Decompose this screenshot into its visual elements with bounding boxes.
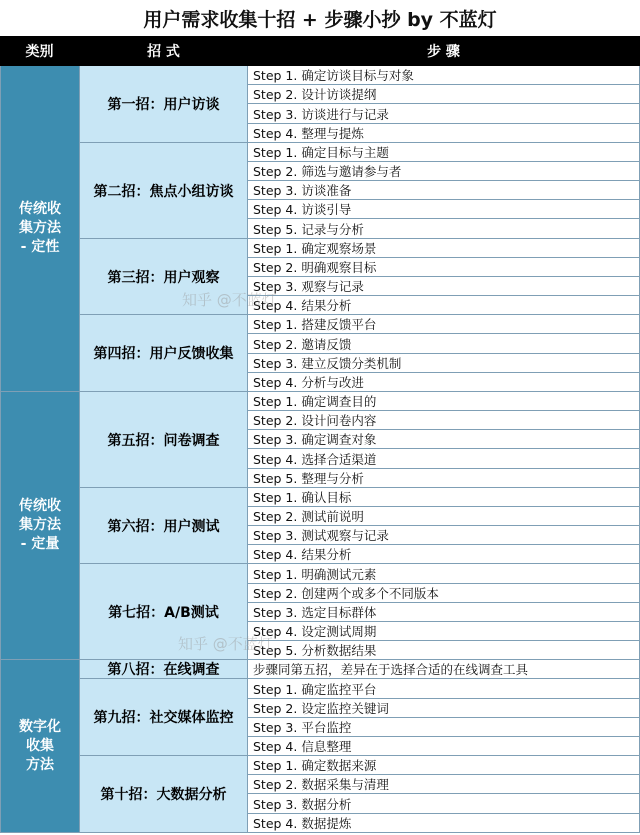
- step-cell: Step 3. 数据分析: [248, 794, 640, 814]
- watermark: 知乎 @不蓝灯: [182, 291, 277, 309]
- step-cell: Step 3. 建立反馈分类机制: [248, 354, 640, 373]
- step-cell: Step 5. 记录与分析: [248, 219, 640, 239]
- move-name: 第九招：社交媒体监控: [80, 679, 248, 756]
- step-cell: Step 1. 确定监控平台: [248, 679, 640, 699]
- move-name: 第一招：用户访谈: [80, 66, 248, 143]
- category-label: 数字化 收集 方法: [0, 660, 80, 833]
- step-cell: Step 2. 创建两个或多个不同版本: [248, 584, 640, 603]
- header-steps: 步 骤: [248, 36, 640, 66]
- move-name: 第四招：用户反馈收集: [80, 315, 248, 392]
- step-cell: Step 2. 设定监控关键词: [248, 699, 640, 718]
- move-name: 第五招：问卷调查: [80, 392, 248, 488]
- step-cell: Step 1. 确认目标: [248, 488, 640, 507]
- step-cell: Step 1. 明确测试元素: [248, 564, 640, 584]
- step-cell: Step 3. 选定目标群体: [248, 603, 640, 622]
- step-cell: Step 5. 整理与分析: [248, 469, 640, 488]
- step-cell: Step 4. 设定测试周期: [248, 622, 640, 641]
- step-cell: Step 1. 确定目标与主题: [248, 143, 640, 162]
- step-cell: Step 3. 测试观察与记录: [248, 526, 640, 545]
- step-cell: Step 1. 确定调查目的: [248, 392, 640, 411]
- step-cell: Step 4. 访谈引导: [248, 200, 640, 219]
- step-cell: Step 2. 数据采集与清理: [248, 775, 640, 794]
- step-cell: Step 1. 搭建反馈平台: [248, 315, 640, 334]
- step-cell: Step 2. 设计问卷内容: [248, 411, 640, 430]
- step-cell: Step 3. 访谈准备: [248, 181, 640, 200]
- step-cell: Step 2. 筛选与邀请参与者: [248, 162, 640, 181]
- step-cell: Step 5. 分析数据结果: [248, 641, 640, 660]
- step-cell: Step 1. 确定访谈目标与对象: [248, 66, 640, 85]
- step-cell: Step 1. 确定数据来源: [248, 756, 640, 775]
- step-cell: Step 2. 测试前说明: [248, 507, 640, 526]
- step-cell: Step 3. 访谈进行与记录: [248, 104, 640, 124]
- watermark: 知乎 @不蓝灯: [178, 635, 273, 653]
- header-move: 招 式: [80, 36, 248, 66]
- step-cell: Step 2. 邀请反馈: [248, 334, 640, 354]
- step-cell: Step 2. 设计访谈提纲: [248, 85, 640, 104]
- move-name: 第三招：用户观察: [80, 239, 248, 315]
- move-name: 第七招：A/B测试: [80, 564, 248, 660]
- move-name: 第十招：大数据分析: [80, 756, 248, 833]
- step-cell: Step 4. 选择合适渠道: [248, 449, 640, 469]
- step-cell: Step 3. 确定调查对象: [248, 430, 640, 449]
- step-cell: Step 4. 分析与改进: [248, 373, 640, 392]
- step-cell: Step 2. 明确观察目标: [248, 258, 640, 277]
- step-cell: Step 4. 整理与提炼: [248, 124, 640, 143]
- move-name: 第二招：焦点小组访谈: [80, 143, 248, 239]
- move-name: 第八招：在线调查: [80, 660, 248, 679]
- step-cell: Step 4. 信息整理: [248, 737, 640, 756]
- page-title: 用户需求收集十招 + 步骤小抄 by 不蓝灯: [0, 0, 640, 36]
- step-cell: Step 1. 确定观察场景: [248, 239, 640, 258]
- step-cell: Step 3. 观察与记录: [248, 277, 640, 296]
- step-cell: Step 4. 结果分析: [248, 296, 640, 315]
- step-cell: Step 3. 平台监控: [248, 718, 640, 737]
- header-category: 类别: [0, 36, 80, 66]
- category-label: 传统收 集方法 - 定性: [0, 66, 80, 392]
- step-cell: 步骤同第五招，差异在于选择合适的在线调查工具: [248, 660, 640, 679]
- step-cell: Step 4. 结果分析: [248, 545, 640, 564]
- step-cell: Step 4. 数据提炼: [248, 814, 640, 833]
- move-name: 第六招：用户测试: [80, 488, 248, 564]
- steps-table: [0, 36, 640, 835]
- category-label: 传统收 集方法 - 定量: [0, 392, 80, 660]
